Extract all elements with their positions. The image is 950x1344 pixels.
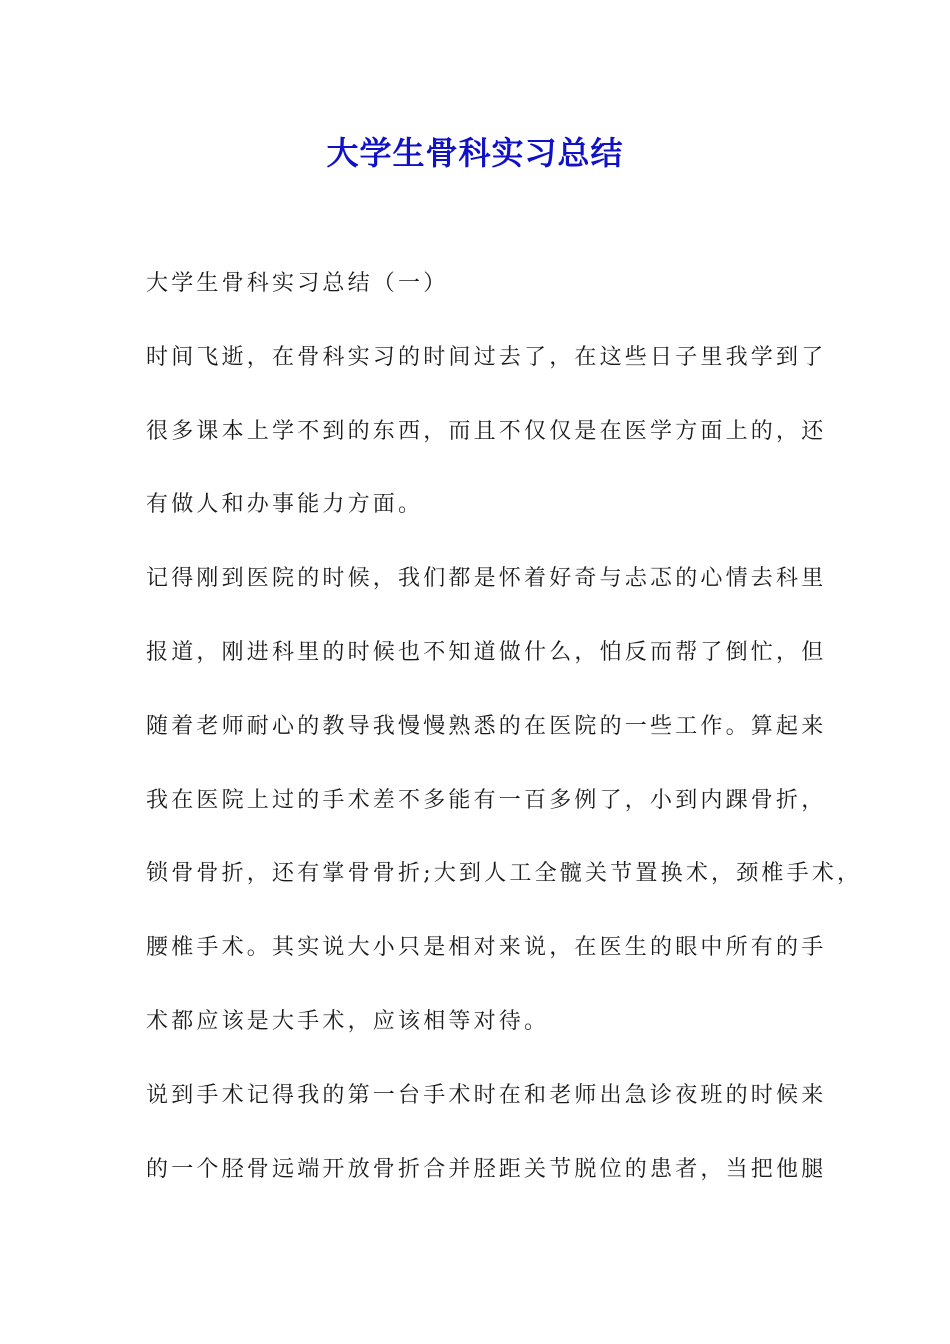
section-heading: 大学生骨科实习总结（一） bbox=[146, 271, 449, 296]
text-line: 随着老师耐心的教导我慢慢熟悉的在医院的一些工作。算起来 bbox=[146, 713, 827, 739]
text-line: 我在医院上过的手术差不多能有一百多例了，小到内踝骨折， bbox=[146, 787, 827, 813]
text-line: 很多课本上学不到的东西，而且不仅仅是在医学方面上的，还 bbox=[146, 418, 827, 444]
text-line: 腰椎手术。其实说大小只是相对来说，在医生的眼中所有的手 bbox=[146, 935, 827, 961]
text-line: 有做人和办事能力方面。 bbox=[146, 492, 424, 518]
text-line: 时间飞逝，在骨科实习的时间过去了，在这些日子里我学到了 bbox=[146, 344, 827, 370]
text-line: 的一个胫骨远端开放骨折合并胫距关节脱位的患者，当把他腿 bbox=[146, 1156, 827, 1182]
document-title: 大学生骨科实习总结 bbox=[326, 134, 624, 172]
document-body bbox=[146, 262, 863, 1221]
text-line: 记得刚到医院的时候，我们都是怀着好奇与忐忑的心情去科里 bbox=[146, 566, 827, 592]
text-line: 报道，刚进科里的时候也不知道做什么，怕反而帮了倒忙，但 bbox=[146, 639, 827, 665]
text-line: 锁骨骨折，还有掌骨骨折;大到人工全髋关节置换术，颈椎手术， bbox=[146, 861, 863, 887]
text-line: 说到手术记得我的第一台手术时在和老师出急诊夜班的时候来 bbox=[146, 1082, 827, 1108]
text-line: 术都应该是大手术，应该相等对待。 bbox=[146, 1008, 550, 1034]
